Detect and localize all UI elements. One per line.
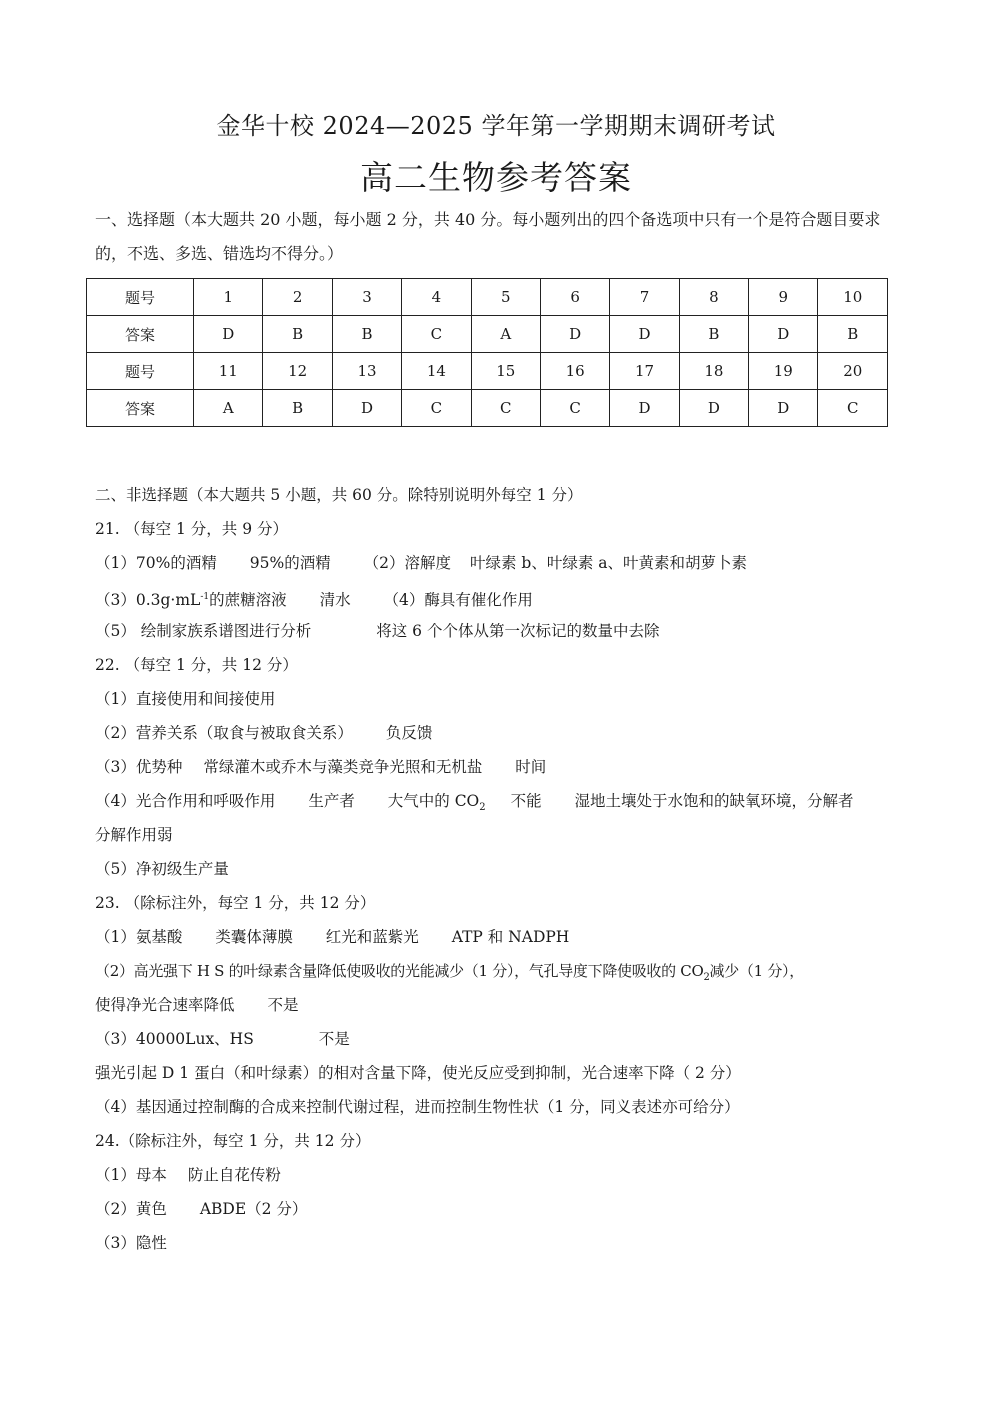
answer-cell: C	[402, 390, 471, 427]
q22-answer: （2）营养关系（取食与被取食关系）	[95, 724, 353, 742]
q22-answer: 湿地土壤处于水饱和的缺氧环境，分解者	[574, 792, 854, 810]
question-number-cell: 1	[194, 279, 263, 316]
question-number-label: 题号	[87, 353, 194, 390]
q22-heading: 22. （每空 1 分，共 12 分）	[95, 656, 298, 674]
q23-heading: 23. （除标注外，每空 1 分，共 12 分）	[95, 894, 376, 912]
q23-answer: （1）氨基酸	[95, 928, 183, 946]
table-row	[87, 316, 888, 353]
q21-answer: （4）酶具有催化作用	[383, 591, 533, 610]
q24-line2	[95, 1192, 915, 1226]
q23-answer: 使得净光合速率降低	[95, 996, 235, 1014]
unit-superscript: -1	[200, 592, 210, 602]
q24-answer: ABDE（2 分）	[199, 1200, 308, 1218]
q24-answer: （1）母本	[95, 1166, 167, 1184]
answer-cell: B	[263, 390, 332, 427]
q24-line1	[95, 1158, 915, 1192]
table-row	[87, 279, 888, 316]
question-number-cell: 18	[679, 353, 748, 390]
q21-line1	[95, 546, 915, 580]
q21-answer: 叶绿素 b、叶绿素 a、叶黄素和胡萝卜素	[469, 554, 747, 572]
q21-answer: （5） 绘制家族系谱图进行分析	[95, 622, 312, 640]
answer-cell: D	[194, 316, 263, 353]
q23-line2	[95, 954, 915, 988]
q24-answer: （2）黄色	[95, 1200, 167, 1218]
question-number-cell: 19	[749, 353, 818, 390]
q23-line3-cont: 强光引起 D 1 蛋白（和叶绿素）的相对含量下降，使光反应受到抑制，光合速率下降（ 2 分）	[95, 1064, 741, 1082]
question-number-label: 题号	[87, 279, 194, 316]
q22-answer: 大气中的 CO	[387, 792, 480, 810]
q23-answer: （2）高光强下 H S 的叶绿素含量降低使吸收的光能减少（1 分），气孔导度下降使吸收的 CO	[95, 962, 704, 980]
q23-answer: 减少（1 分），	[709, 962, 804, 980]
answer-cell: A	[471, 316, 540, 353]
answer-cell: C	[471, 390, 540, 427]
q23-answer: 不是	[318, 1030, 350, 1048]
q22-line1: （1）直接使用和间接使用	[95, 690, 276, 708]
question-number-cell: 2	[263, 279, 332, 316]
q24-answer: 防止自花传粉	[187, 1166, 281, 1184]
q23-answer: （3）40000Lux、HS	[95, 1030, 254, 1048]
question-number-cell: 6	[540, 279, 609, 316]
q21-heading: 21. （每空 1 分，共 9 分）	[95, 520, 289, 538]
q21-answer: 95%的酒精	[249, 554, 331, 572]
answer-cell: D	[610, 316, 679, 353]
answer-cell: A	[194, 390, 263, 427]
answer-cell: C	[402, 316, 471, 353]
q21-line3	[95, 614, 915, 648]
answer-cell: D	[540, 316, 609, 353]
answer-title: 高二生物参考答案	[360, 158, 632, 197]
question-number-cell: 12	[263, 353, 332, 390]
q22-line4-cont: 分解作用弱	[95, 826, 173, 844]
question-number-cell: 17	[610, 353, 679, 390]
question-number-cell: 5	[471, 279, 540, 316]
question-number-cell: 10	[818, 279, 888, 316]
answer-label: 答案	[87, 390, 194, 427]
q23-line4: （4）基因通过控制酶的合成来控制代谢过程，进而控制生物性状（1 分，同义表述亦可给分）	[95, 1098, 740, 1116]
q22-answer: 负反馈	[385, 724, 433, 742]
q22-answer: （4）光合作用和呼吸作用	[95, 792, 276, 810]
subscript: 2	[479, 802, 486, 814]
q22-answer: 生产者	[308, 792, 355, 810]
q23-line1	[95, 920, 915, 954]
q22-line2	[95, 716, 915, 750]
q24-heading: 24.（除标注外，每空 1 分，共 12 分）	[95, 1132, 371, 1150]
q23-answer: ATP 和 NADPH	[451, 928, 570, 946]
q22-answer: 时间	[515, 758, 547, 776]
q22-line4	[95, 784, 915, 818]
answer-cell: C	[818, 390, 888, 427]
question-number-cell: 4	[402, 279, 471, 316]
answer-cell: D	[749, 316, 818, 353]
answer-cell: B	[263, 316, 332, 353]
q21-answer: 将这 6 个个体从第一次标记的数量中去除	[376, 622, 660, 640]
answer-cell: B	[818, 316, 888, 353]
q22-line3	[95, 750, 915, 784]
question-number-cell: 7	[610, 279, 679, 316]
exam-title: 金华十校 2024—2025 学年第一学期期末调研考试	[216, 112, 776, 140]
q23-answer: 红光和蓝紫光	[325, 928, 419, 946]
answer-cell: C	[540, 390, 609, 427]
q21-answer: （2）溶解度	[363, 554, 452, 572]
q21-line2	[95, 580, 915, 614]
question-number-cell: 13	[332, 353, 401, 390]
question-number-cell: 11	[194, 353, 263, 390]
answer-table	[86, 278, 888, 427]
table-row	[87, 390, 888, 427]
section2	[95, 478, 915, 1260]
answer-cell: B	[332, 316, 401, 353]
question-number-cell: 9	[749, 279, 818, 316]
q21-answer: （3）0.3g·mL	[95, 591, 201, 610]
q23-answer: 不是	[267, 996, 299, 1014]
q23-line2-cont	[95, 988, 915, 1022]
q24-line3: （3）隐性	[95, 1234, 167, 1252]
q21-answer: 清水	[319, 591, 351, 610]
answer-cell: D	[679, 390, 748, 427]
q22-answer: 常绿灌木或乔木与藻类竞争光照和无机盐	[203, 758, 483, 776]
q23-line3	[95, 1022, 915, 1056]
section1-intro: 一、选择题（本大题共 20 小题，每小题 2 分，共 40 分。每小题列出的四个备选项中只有一个是符合题目要求的，不选、多选、错选均不得分。）	[95, 210, 881, 263]
answer-cell: D	[749, 390, 818, 427]
answer-cell: D	[332, 390, 401, 427]
question-number-cell: 14	[402, 353, 471, 390]
answer-cell: B	[679, 316, 748, 353]
q22-line5: （5）净初级生产量	[95, 860, 229, 878]
q22-answer: （3）优势种	[95, 758, 183, 776]
subscript: 2	[703, 972, 710, 983]
question-number-cell: 8	[679, 279, 748, 316]
answer-cell: D	[610, 390, 679, 427]
q21-answer: （1）70%的酒精	[95, 554, 217, 572]
q22-answer: 不能	[510, 792, 542, 810]
question-number-cell: 15	[471, 353, 540, 390]
section2-intro: 二、非选择题（本大题共 5 小题，共 60 分。除特别说明外每空 1 分）	[95, 486, 583, 504]
answer-label: 答案	[87, 316, 194, 353]
table-row	[87, 353, 888, 390]
question-number-cell: 16	[540, 353, 609, 390]
question-number-cell: 3	[332, 279, 401, 316]
question-number-cell: 20	[818, 353, 888, 390]
q21-answer: 的蔗糖溶液	[209, 591, 287, 610]
q23-answer: 类囊体薄膜	[215, 928, 293, 946]
